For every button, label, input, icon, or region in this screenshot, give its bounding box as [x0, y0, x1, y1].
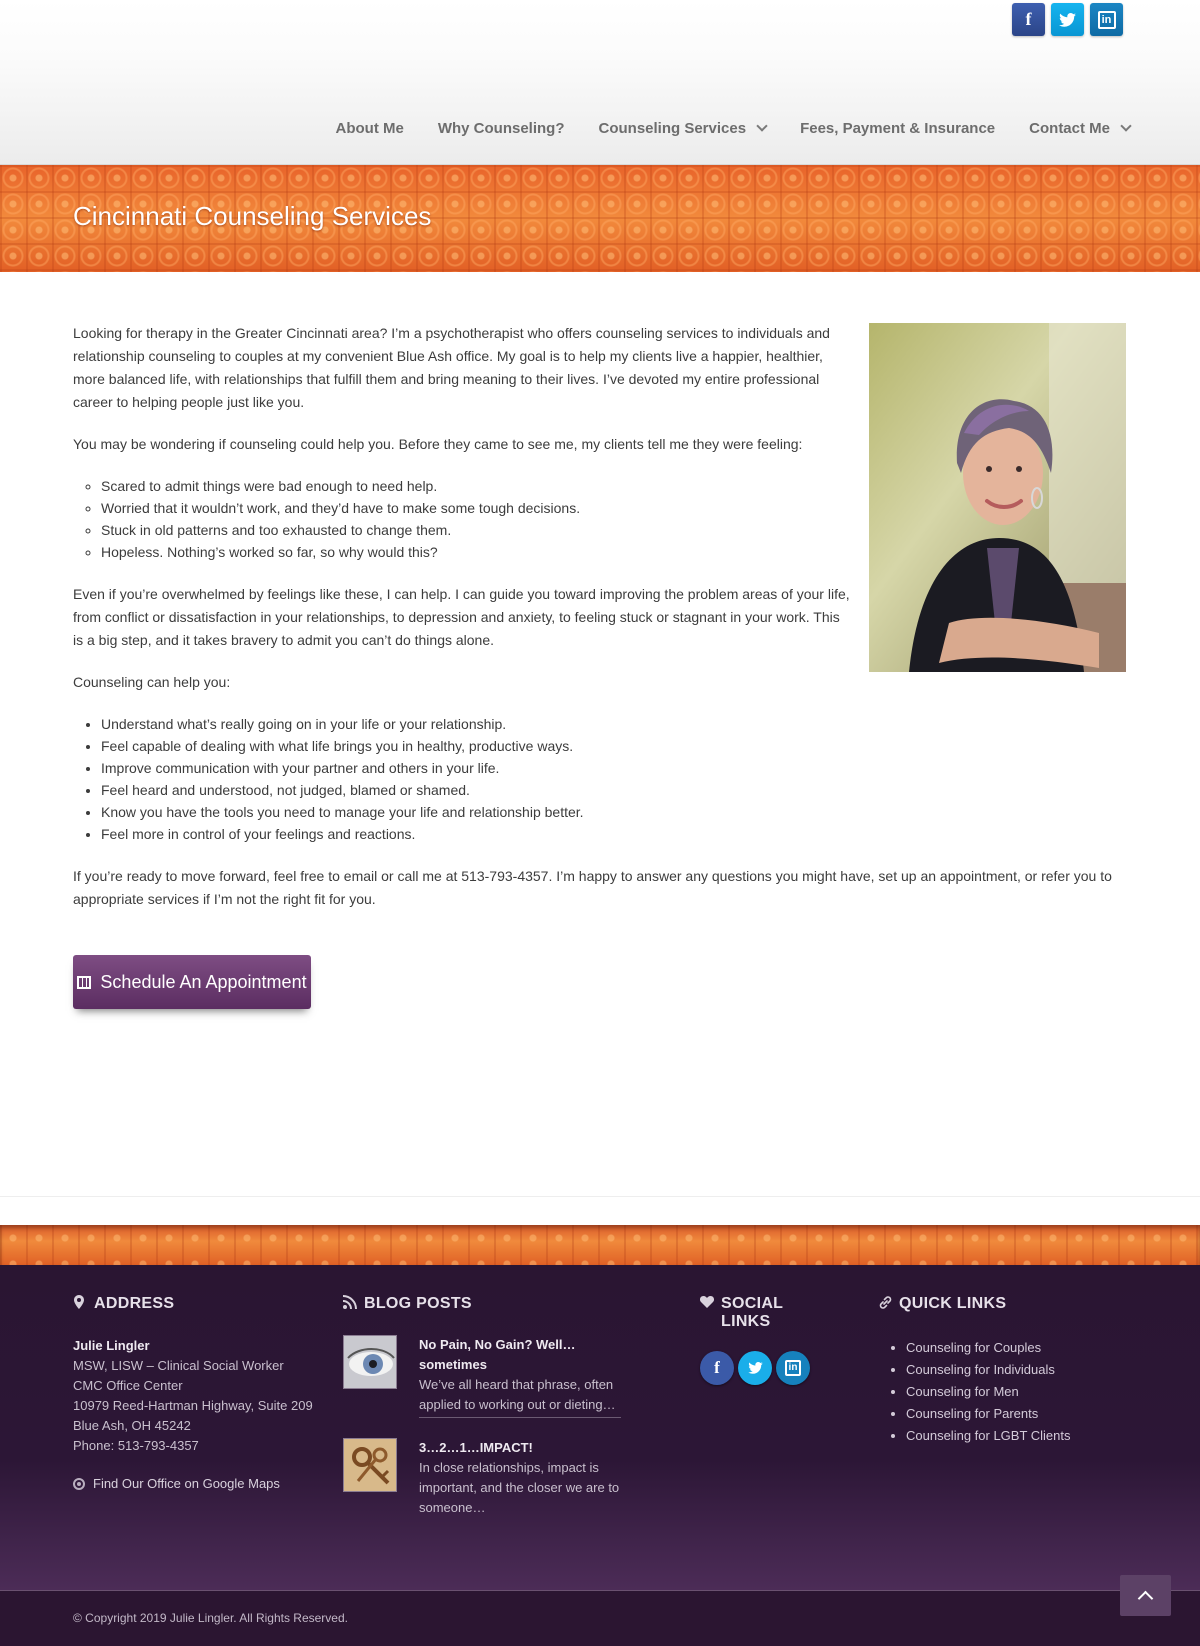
quick-link-individuals[interactable]: • Counseling for Individuals [906, 1359, 1138, 1381]
quick-link-lgbt[interactable]: • Counseling for LGBT Clients [906, 1425, 1138, 1447]
footer-blog-column [343, 1295, 643, 1518]
quick-link-men[interactable]: • Counseling for Men [906, 1381, 1138, 1403]
benefits-list [101, 713, 1128, 845]
quick-links-heading [878, 1295, 1138, 1313]
copyright-text: © Copyright 2019 Julie Lingler. All Rights Reserved. [73, 1611, 348, 1625]
rss-icon [343, 1295, 355, 1312]
nav-label: Fees, Payment & Insurance [800, 120, 996, 137]
google-maps-link-label: Find Our Office on Google Maps [93, 1476, 280, 1491]
list-item: • Feel more in control of your feelings and reactions. [101, 823, 1128, 845]
blog-post-excerpt: We’ve all heard that phrase, often applied to working out or dieting… [419, 1377, 616, 1412]
nav-label: Contact Me [1029, 120, 1110, 137]
address-phone: Phone: 513-793-4357 [73, 1438, 199, 1453]
site-footer [0, 1265, 1200, 1590]
nav-fees-payment-insurance[interactable] [800, 120, 995, 137]
quick-link-parents[interactable]: • Counseling for Parents [906, 1403, 1138, 1425]
address-line: 10979 Reed-Hartman Highway, Suite 209 [73, 1398, 313, 1413]
quick-links-list [906, 1337, 1138, 1447]
list-item: ◦ Worried that it wouldn’t work, and they’d have to make some tough decisions. [101, 497, 1128, 519]
content-divider [0, 1196, 1200, 1197]
linkedin-icon[interactable]: in [776, 1351, 810, 1385]
list-item: ◦ Hopeless. Nothing’s worked so far, so why would this? [101, 541, 1128, 563]
main-nav [302, 120, 1131, 137]
list-item: • Feel capable of dealing with what life brings you in healthy, productive ways. [101, 735, 1128, 757]
social-heading-label: SOCIAL LINKS [721, 1295, 783, 1330]
schedule-appointment-label: Schedule An Appointment [100, 971, 307, 992]
nav-contact-me[interactable] [1029, 120, 1130, 137]
blog-thumbnail-keys [343, 1438, 397, 1492]
map-pin-icon [73, 1295, 85, 1312]
list-item: • Improve communication with your partner and others in your life. [101, 757, 1128, 779]
google-maps-link[interactable] [73, 1476, 323, 1491]
link-icon [878, 1295, 890, 1313]
calendar-icon [77, 976, 91, 989]
even-if-paragraph: Even if you’re overwhelmed by feelings like these, I can help. I can guide you toward improving the problem areas of your life, from conflict or dissatisfaction in your relationships, to depression and anxiety, to feeling stuck or stagnant in your work. This is a big step, and it takes bravery to admit you can’t do things alone. [73, 586, 850, 648]
blog-post-excerpt: In close relationships, impact is important, and the closer we are to someone… [419, 1460, 620, 1515]
back-to-top-button[interactable] [1120, 1575, 1171, 1616]
nav-label: Counseling Services [598, 120, 747, 137]
blog-post-title[interactable]: 3…2…1…IMPACT! [419, 1440, 533, 1455]
footer-quick-links-column [878, 1295, 1138, 1447]
header-social-links [1012, 3, 1123, 36]
list-item: ◦ Stuck in old patterns and too exhausted to change them. [101, 519, 1128, 541]
nav-counseling-services[interactable] [599, 120, 767, 137]
can-help-paragraph: Counseling can help you: [73, 674, 231, 690]
facebook-icon[interactable]: f [1012, 3, 1045, 36]
nav-label: Why Counseling? [437, 120, 565, 137]
chevron-down-icon [1120, 120, 1131, 131]
target-icon [73, 1478, 85, 1490]
ready-paragraph: If you’re ready to move forward, feel free to email or call me at 513-793-4357. I’m happy to answer any questions you might have, set up an appointment, or refer you to appropriate services if I’m not the right fit for you. [73, 868, 1112, 907]
chevron-up-icon [1138, 1591, 1154, 1607]
social-heading [700, 1295, 830, 1331]
blog-post-title[interactable]: No Pain, No Gain? Well… sometimes [419, 1337, 576, 1372]
nav-about-me[interactable] [336, 120, 404, 137]
schedule-appointment-button[interactable] [73, 955, 311, 1009]
blog-heading [343, 1295, 643, 1313]
copyright-bar [0, 1590, 1200, 1646]
address-heading-label: ADDRESS [94, 1295, 175, 1312]
address-line: Blue Ash, OH 45242 [73, 1418, 191, 1433]
blog-post-text [419, 1335, 621, 1418]
linkedin-icon[interactable]: in [1090, 3, 1123, 36]
footer-decorative-band [0, 1225, 1200, 1265]
list-item: • Understand what’s really going on in your life or your relationship. [101, 713, 1128, 735]
list-item: • Feel heard and understood, not judged, blamed or shamed. [101, 779, 1128, 801]
address-line: MSW, LISW – Clinical Social Worker [73, 1358, 284, 1373]
footer-address-column [73, 1295, 323, 1491]
twitter-icon[interactable] [1051, 3, 1084, 36]
blog-post[interactable] [343, 1438, 621, 1518]
heart-icon [700, 1295, 712, 1311]
nav-why-counseling[interactable] [438, 120, 565, 137]
blog-post-text [419, 1438, 621, 1518]
page-title: Cincinnati Counseling Services [73, 201, 432, 231]
site-header [0, 0, 1200, 165]
wondering-paragraph: You may be wondering if counseling could help you. Before they came to see me, my clients tell me they were feeling: [73, 436, 803, 452]
twitter-icon[interactable] [738, 1351, 772, 1385]
quick-links-heading-label: QUICK LINKS [899, 1295, 1007, 1312]
nav-label: About Me [335, 120, 404, 137]
intro-paragraph: Looking for therapy in the Greater Cincinnati area? I’m a psychotherapist who offers counseling services to individuals and relationship counseling to couples at my convenient Blue Ash office. My goal is to help my clients live a happier, healthier, more balanced life, with relationships that fulfill them and bring meaning to their lives. I’ve devoted my entire professional career to helping people just like you. [73, 325, 830, 410]
facebook-icon[interactable]: f [700, 1351, 734, 1385]
blog-heading-label: BLOG POSTS [364, 1295, 472, 1312]
quick-link-couples[interactable]: • Counseling for Couples [906, 1337, 1138, 1359]
blog-thumbnail-eye [343, 1335, 397, 1389]
list-item: ◦ Scared to admit things were bad enough to need help. [101, 475, 1128, 497]
address-line: CMC Office Center [73, 1378, 183, 1393]
blog-post[interactable] [343, 1335, 621, 1418]
list-item: • Know you have the tools you need to manage your life and relationship better. [101, 801, 1128, 823]
footer-social-icons [700, 1351, 830, 1385]
address-block [73, 1336, 323, 1456]
chevron-down-icon [756, 120, 767, 131]
therapist-portrait [869, 323, 1126, 672]
address-heading [73, 1295, 323, 1313]
address-name: Julie Lingler [73, 1338, 150, 1353]
page-title-banner [0, 165, 1200, 272]
footer-social-column [700, 1295, 830, 1385]
